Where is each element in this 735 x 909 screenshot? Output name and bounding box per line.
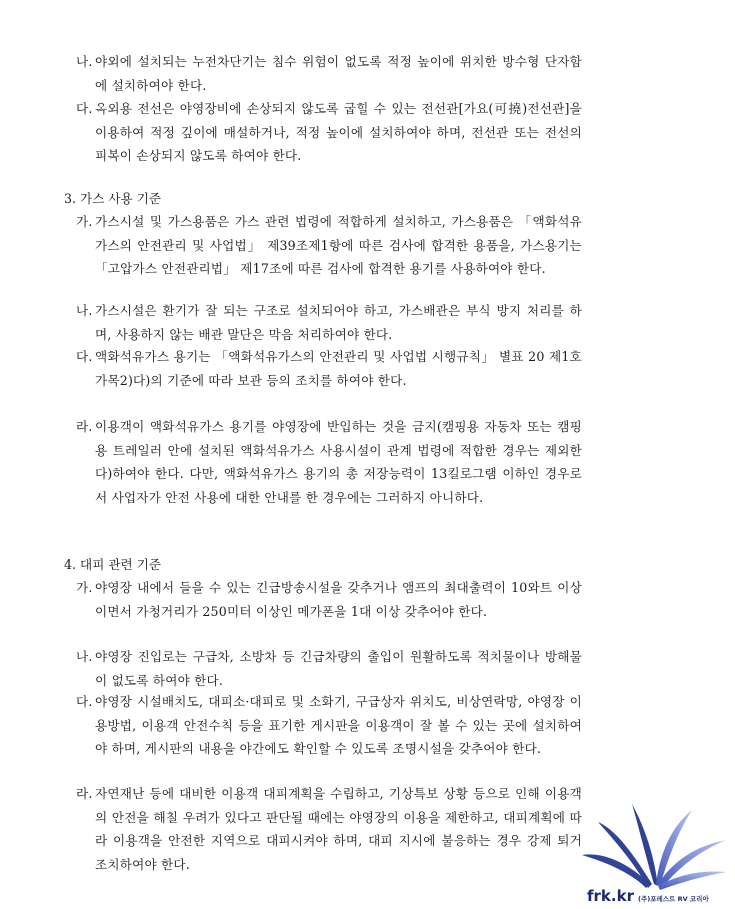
list-item <box>76 415 582 509</box>
list-marker: 다. <box>76 101 93 116</box>
section-number: 3. <box>64 191 77 206</box>
list-item-text: 가스시설은 환기가 잘 되는 구조로 설치되어야 하고, 가스배관은 부식 방지 처리를 하며, 사용하지 않는 배관 말단은 막음 처리하여야 한다. <box>95 303 582 342</box>
section-heading <box>64 187 161 211</box>
logo-domain: frk.kr <box>587 887 634 905</box>
section-heading <box>64 553 161 577</box>
list-item-text: 이용객이 액화석유가스 용기를 야영장에 반입하는 것을 금지(캠핑용 자동차 또는 캠핑용 트레일러 안에 설치된 액화석유가스 사용시설이 관계 법령에 적합한 경우는 제외한다)하여야 한다. 다만, 액화석유가스 용기의 총 저장능력이 13킬로그램 이하인 경우로서 사업자가 안전 사용에 대한 안내를 한 경우에는 그러하지 아니하다. <box>95 419 582 505</box>
list-marker: 다. <box>76 349 93 364</box>
list-item <box>76 97 582 168</box>
list-item <box>76 50 582 97</box>
leaf-burst-icon <box>580 800 730 890</box>
section-number: 4. <box>64 557 77 572</box>
list-item <box>76 690 582 761</box>
list-item-text: 옥외용 전선은 야영장비에 손상되지 않도록 굽힐 수 있는 전선관[가요(可撓)전선관]을 이용하여 적정 깊이에 매설하거나, 적정 높이에 설치하여야 하며, 전선관 또는 전선의 피복이 손상되지 않도록 하여야 한다. <box>95 101 582 163</box>
list-item-text: 야영장 진입로는 구급차, 소방차 등 긴급차량의 출입이 원활하도록 적치물이나 방해물이 없도록 하여야 한다. <box>95 649 582 688</box>
list-item <box>76 645 582 692</box>
list-marker: 가. <box>76 214 93 229</box>
list-item <box>76 576 582 623</box>
list-item <box>76 299 582 346</box>
section-title: 대피 관련 기준 <box>80 557 162 572</box>
list-item <box>76 345 582 392</box>
list-item-text: 야영장 시설배치도, 대피소·대피로 및 소화기, 구급상자 위치도, 비상연락망, 야영장 이용방법, 이용객 안전수칙 등을 표기한 게시판을 이용객이 잘 볼 수 있는 곳에 설치하여야 하며, 게시판의 내용을 야간에도 확인할 수 있도록 조명시설을 갖추어야 한다. <box>95 694 582 756</box>
section-title: 가스 사용 기준 <box>80 191 162 206</box>
logo-caption <box>587 886 709 905</box>
list-marker: 라. <box>76 786 93 801</box>
list-marker: 나. <box>76 54 93 69</box>
list-item-text: 가스시설 및 가스용품은 가스 관련 법령에 적합하게 설치하고, 가스용품은 「액화석유가스의 안전관리 및 사업법」 제39조제1항에 따른 검사에 합격한 용품을, 가스용기는 「고압가스 안전관리법」 제17조에 따른 검사에 합격한 용기를 사용하여야 한다. <box>95 214 582 276</box>
list-marker: 다. <box>76 694 93 709</box>
list-item <box>76 210 582 281</box>
list-item-text: 야외에 설치되는 누전차단기는 침수 위험이 없도록 적정 높이에 위치한 방수형 단자함에 설치하여야 한다. <box>95 54 582 93</box>
list-item-text: 액화석유가스 용기는 「액화석유가스의 안전관리 및 사업법 시행규칙」 별표 20 제1호가목2)다)의 기준에 따라 보관 등의 조치를 하여야 한다. <box>95 349 582 388</box>
list-marker: 라. <box>76 419 93 434</box>
list-marker: 나. <box>76 649 93 664</box>
logo-company: (주)포레스트 RV 코리아 <box>637 895 709 903</box>
company-logo <box>580 800 730 905</box>
list-item-text: 자연재난 등에 대비한 이용객 대피계획을 수립하고, 기상특보 상황 등으로 인해 이용객의 안전을 해칠 우려가 있다고 판단될 때에는 야영장의 이용을 제한하고, 대피계획에 따라 이용객을 안전한 지역으로 대피시켜야 하며, 대피 지시에 불응하는 경우 강제 퇴거 조치하여야 한다. <box>95 786 582 872</box>
list-item <box>76 782 582 876</box>
list-item-text: 야영장 내에서 들을 수 있는 긴급방송시설을 갖추거나 앰프의 최대출력이 10와트 이상이면서 가청거리가 250미터 이상인 메가폰을 1대 이상 갖추어야 한다. <box>95 580 582 619</box>
list-marker: 가. <box>76 580 93 595</box>
list-marker: 나. <box>76 303 93 318</box>
